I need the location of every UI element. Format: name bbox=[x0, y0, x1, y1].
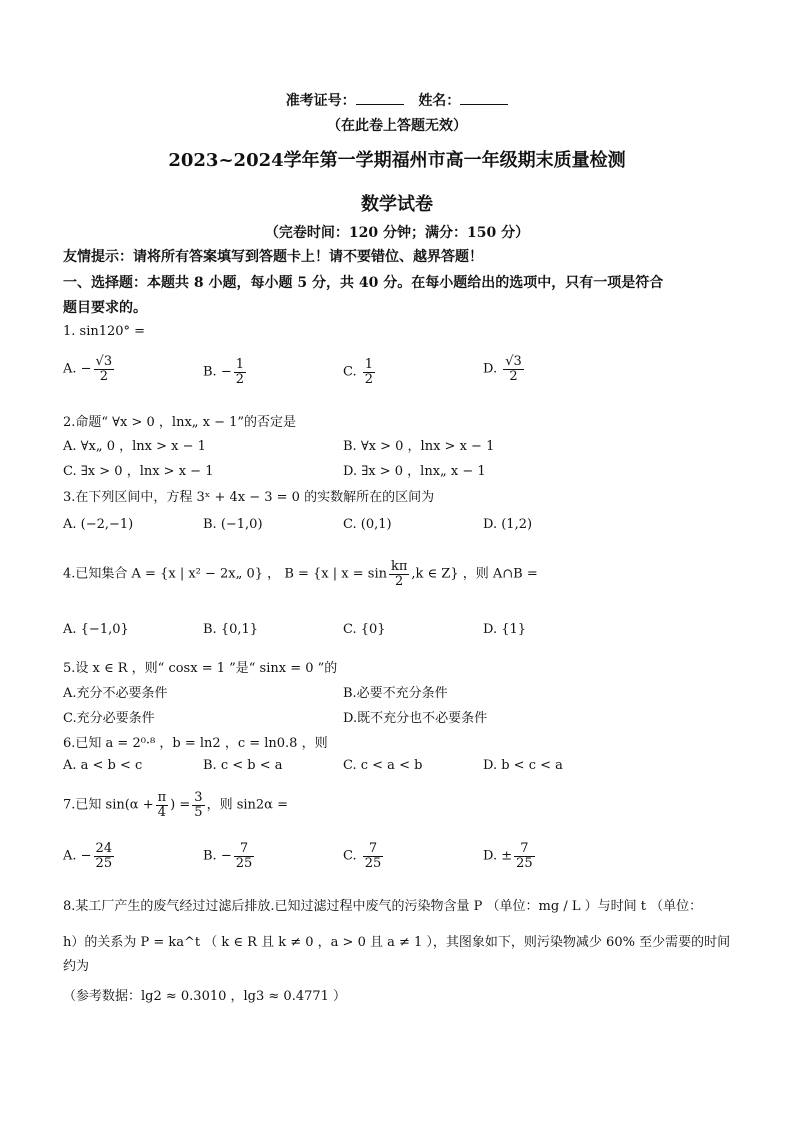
exam-id-blank bbox=[356, 92, 404, 105]
denominator: 2 bbox=[235, 371, 244, 387]
question-4-option-d: D. {1} bbox=[483, 622, 527, 637]
question-3-option-c: C. (0,1) bbox=[343, 517, 392, 532]
fraction bbox=[94, 355, 115, 383]
stem-part-end: ，则 sin2α = bbox=[206, 797, 288, 813]
question-6-option-a: A. a < b < c bbox=[63, 758, 143, 773]
numerator: 7 bbox=[234, 842, 255, 857]
fraction bbox=[234, 842, 255, 870]
option-prefix: D. bbox=[483, 361, 502, 377]
name-label: 姓名： bbox=[418, 93, 461, 109]
fraction bbox=[234, 358, 246, 386]
question-2-stem: 2.命题“ ∀x > 0 ，lnx„ x − 1”的否定是 bbox=[63, 415, 297, 430]
question-1-option-b bbox=[203, 358, 248, 386]
question-6-stem: 6.已知 a = 2⁰·⁸ ，b = ln2 ，c = ln0.8 ，则 bbox=[63, 736, 328, 751]
question-4-option-c: C. {0} bbox=[343, 622, 386, 637]
denominator: 25 bbox=[95, 855, 113, 871]
question-7-option-b bbox=[203, 842, 256, 870]
question-3-option-a: A. (−2,−1) bbox=[63, 517, 134, 532]
numerator: kπ bbox=[390, 559, 408, 574]
fraction bbox=[192, 791, 204, 819]
section1-line1: 一、选择题：本题共 8 小题，每小题 5 分，共 40 分。在每小题给出的选项中，只有一项是符合 bbox=[63, 275, 664, 291]
invalid-note: （在此卷上答题无效） bbox=[327, 118, 467, 134]
option-prefix: D. ± bbox=[483, 848, 513, 864]
numerator: √3 bbox=[95, 354, 113, 369]
exam-title: 2023~2024学年第一学期福州市高一年级期末质量检测 bbox=[168, 150, 626, 171]
question-2-option-b: B. ∀x > 0 ，lnx > x − 1 bbox=[343, 439, 495, 454]
fraction bbox=[514, 842, 535, 870]
denominator: 2 bbox=[509, 368, 518, 384]
numerator: 24 bbox=[95, 841, 113, 856]
option-prefix: C. bbox=[343, 364, 361, 380]
question-4-stem bbox=[63, 560, 538, 588]
section1-line2: 题目要求的。 bbox=[63, 300, 147, 316]
stem-part-sin: 7.已知 sin(α + bbox=[63, 797, 154, 813]
question-1-stem: 1. sin120° = bbox=[63, 324, 146, 339]
question-6-option-d: D. b < c < a bbox=[483, 758, 563, 773]
denominator: 25 bbox=[235, 855, 253, 871]
question-5-option-a: A.充分不必要条件 bbox=[63, 686, 168, 701]
question-2-option-c: C. ∃x > 0 ，lnx > x − 1 bbox=[63, 464, 214, 479]
denominator: 2 bbox=[364, 371, 374, 387]
numerator: π bbox=[157, 790, 167, 805]
numerator: 1 bbox=[235, 357, 244, 372]
fraction bbox=[389, 560, 409, 588]
denominator: 25 bbox=[364, 855, 382, 871]
time-info: （完卷时间：120 分钟；满分：150 分） bbox=[264, 225, 530, 241]
question-5-stem: 5.设 x ∈ R ，则“ cosx = 1 ”是“ sinx = 0 ”的 bbox=[63, 661, 338, 676]
question-1-option-a bbox=[63, 355, 116, 383]
denominator: 2 bbox=[395, 573, 404, 589]
fraction bbox=[363, 842, 384, 870]
numerator: 1 bbox=[364, 357, 374, 372]
question-3-stem: 3.在下列区间中，方程 3ˣ + 4x − 3 = 0 的实数解所在的区间为 bbox=[63, 490, 435, 505]
numerator: √3 bbox=[505, 354, 522, 369]
question-5-option-d: D.既不充分也不必要条件 bbox=[343, 711, 488, 726]
friendly-tip: 友情提示：请将所有答案填写到答题卡上！请不要错位、越界答题！ bbox=[63, 249, 483, 265]
denominator: 2 bbox=[99, 368, 108, 384]
question-1-option-c bbox=[343, 358, 377, 386]
question-8-reference-data: （参考数据：lg2 ≈ 0.3010 ，lg3 ≈ 0.4771 ） bbox=[63, 989, 347, 1004]
fraction bbox=[363, 358, 375, 386]
fraction bbox=[503, 355, 524, 383]
subject-title: 数学试卷 bbox=[361, 194, 433, 215]
question-4-option-a: A. {−1,0} bbox=[63, 622, 129, 637]
question-7-stem bbox=[63, 791, 288, 819]
question-8-line-2: h）的关系为 P = ka^t （ k ∈ R 且 k ≠ 0 ，a > 0 且 a ≠ 1 ），其图象如下，则污染物减少 60% 至少需要的时间 bbox=[63, 935, 731, 950]
question-4-option-b: B. {0,1} bbox=[203, 622, 259, 637]
stem-part-set-a: 4.已知集合 A = {x | x² − 2x„ 0} ， bbox=[63, 566, 281, 582]
numerator: 7 bbox=[514, 842, 535, 857]
option-prefix: B. − bbox=[203, 364, 232, 380]
numerator: 3 bbox=[194, 790, 203, 805]
question-1-option-d bbox=[483, 355, 526, 383]
stem-part-equals: ) = bbox=[170, 797, 191, 813]
question-7-option-c bbox=[343, 842, 385, 870]
numerator: 7 bbox=[363, 842, 384, 857]
name-blank bbox=[460, 92, 508, 105]
question-3-option-b: B. (−1,0) bbox=[203, 517, 263, 532]
question-3-option-d: D. (1,2) bbox=[483, 517, 533, 532]
question-8-line-1: 8.某工厂产生的废气经过过滤后排放.已知过滤过程中废气的污染物含量 P （单位：mg / L ）与时间 t （单位： bbox=[63, 899, 703, 914]
option-prefix: A. − bbox=[63, 848, 92, 864]
option-prefix: B. − bbox=[203, 848, 232, 864]
question-7-option-d bbox=[483, 842, 537, 870]
exam-info-line bbox=[0, 90, 794, 110]
denominator: 4 bbox=[157, 804, 167, 820]
fraction bbox=[156, 791, 169, 819]
question-7-option-a bbox=[63, 842, 116, 870]
question-2-option-d: D. ∃x > 0 ，lnx„ x − 1 bbox=[343, 464, 486, 479]
question-5-option-b: B.必要不充分条件 bbox=[343, 686, 448, 701]
exam-id-label: 准考证号： bbox=[285, 93, 356, 109]
fraction bbox=[94, 842, 115, 870]
question-5-option-c: C.充分必要条件 bbox=[63, 711, 155, 726]
question-6-option-c: C. c < a < b bbox=[343, 758, 423, 773]
denominator: 5 bbox=[194, 804, 203, 820]
stem-part-set-b: B = {x | x = sin bbox=[284, 566, 387, 582]
question-6-option-b: B. c < b < a bbox=[203, 758, 283, 773]
stem-part-end: ,k ∈ Z} ，则 A∩B = bbox=[411, 566, 538, 582]
question-2-option-a: A. ∀x„ 0 ，lnx > x − 1 bbox=[63, 439, 206, 454]
option-prefix: C. bbox=[343, 848, 361, 864]
option-prefix: A. − bbox=[63, 361, 92, 377]
question-8-line-3: 约为 bbox=[63, 959, 90, 974]
denominator: 25 bbox=[516, 855, 533, 871]
